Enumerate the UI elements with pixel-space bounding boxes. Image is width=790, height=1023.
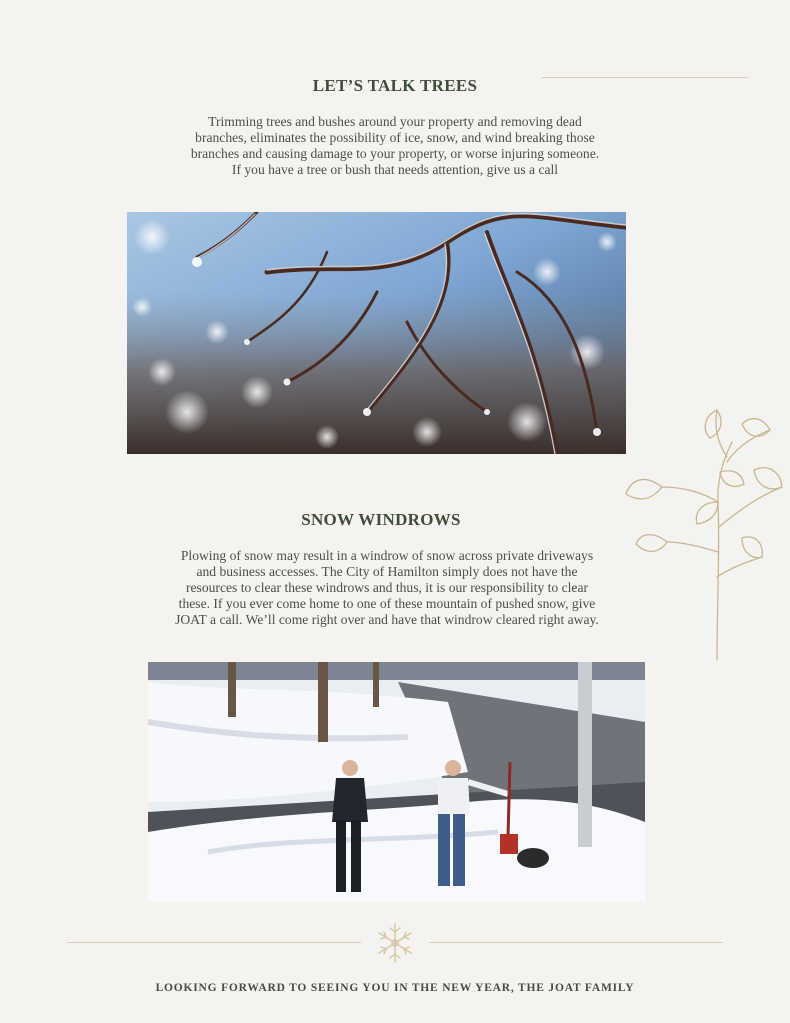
icy-branches-illustration xyxy=(127,212,626,454)
leaf-sprig-icon xyxy=(622,402,790,664)
trees-body: Trimming trees and bushes around your property and removing dead branches, eliminates the possibility of ice, snow, and wind breaking those branches and causing damage to your property, or worse injuring someone. xyxy=(190,114,600,161)
snow-scene-illustration xyxy=(148,662,645,902)
trees-heading: LET’S TALK TREES xyxy=(312,76,478,95)
trees-call-to-action: If you have a tree or bush that needs attention, give us a call xyxy=(231,162,559,177)
snow-paragraph xyxy=(172,548,602,628)
bottom-rule-left xyxy=(67,942,361,943)
bottom-rule-right xyxy=(429,942,723,943)
snow-body: Plowing of snow may result in a windrow of snow across private driveways and business accesses. The City of Hamilton simply does not have the resources to clear these windrows and thus, it is our responsibility to clear these. If you ever come home to one of these mountain of pushed snow, give JOAT a call. We’ll come right over and have that windrow cleared right away. xyxy=(175,548,599,627)
icy-branches-photo xyxy=(127,212,626,454)
snowflake-icon xyxy=(376,922,414,964)
snow-heading: SNOW WINDROWS xyxy=(301,510,461,529)
footer-message: LOOKING FORWARD TO SEEING YOU IN THE NEW YEAR, THE JOAT FAMILY xyxy=(155,982,635,994)
trees-paragraph xyxy=(185,114,605,178)
snow-shoveling-photo xyxy=(148,662,645,902)
